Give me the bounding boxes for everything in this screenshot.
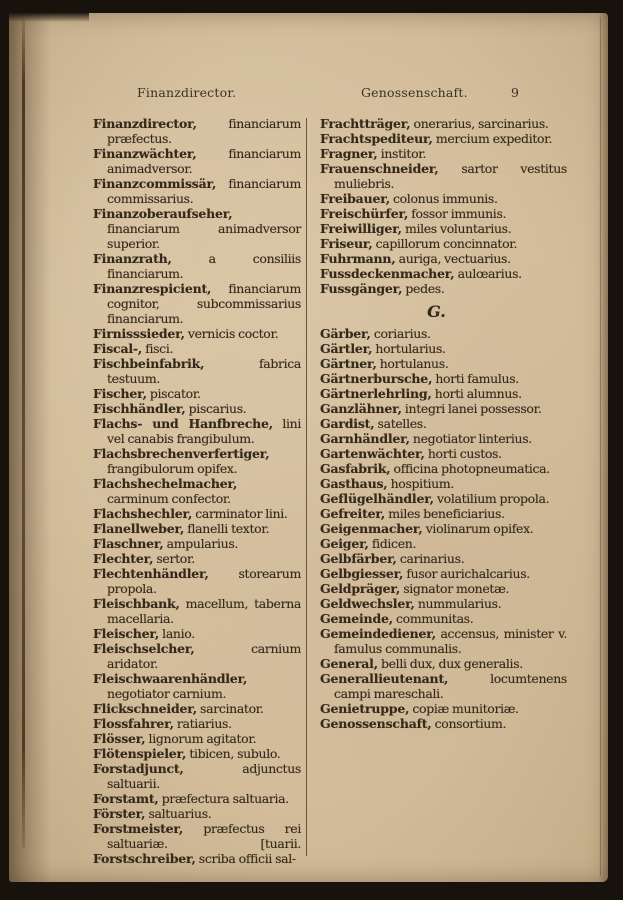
entry-definition: ratiarius. bbox=[176, 716, 232, 731]
entry-catchword: [tuarii. bbox=[260, 836, 301, 851]
entry-term: Fleischwaarenhändler, bbox=[93, 671, 248, 686]
dictionary-entry bbox=[320, 596, 567, 611]
entry-definition: miles voluntarius. bbox=[404, 221, 512, 236]
entry-definition: fisci. bbox=[145, 341, 174, 356]
entry-term: Förster, bbox=[93, 806, 146, 821]
dictionary-entry bbox=[93, 731, 301, 746]
entry-term: Gärtler, bbox=[320, 341, 373, 356]
entry-definition: financiarum præfectus. bbox=[107, 116, 301, 146]
dictionary-entry bbox=[320, 146, 567, 161]
entry-term: Finanzrespicient, bbox=[93, 281, 212, 296]
dictionary-entry bbox=[320, 131, 567, 146]
entry-definition: lini vel canabis frangibulum. bbox=[107, 416, 301, 446]
dictionary-entry bbox=[93, 281, 301, 326]
entry-definition: mercium expeditor. bbox=[435, 131, 553, 146]
entry-definition: officina photopneumatica. bbox=[393, 461, 550, 476]
dictionary-entry bbox=[320, 191, 567, 206]
right-column bbox=[307, 116, 569, 866]
entry-term: Flechter, bbox=[93, 551, 154, 566]
dictionary-entry bbox=[320, 476, 567, 491]
entry-definition: coriarius. bbox=[373, 326, 431, 341]
dictionary-entry bbox=[93, 176, 301, 206]
entry-term: Firnisssieder, bbox=[93, 326, 185, 341]
entry-definition: violinarum opifex. bbox=[425, 521, 534, 536]
entry-term: Fischbeinfabrik, bbox=[93, 356, 205, 371]
dictionary-entry bbox=[93, 671, 301, 701]
dictionary-entry bbox=[93, 536, 301, 551]
entry-term: Fragner, bbox=[320, 146, 378, 161]
entry-definition: storearum propola. bbox=[107, 566, 301, 596]
dictionary-entry bbox=[320, 716, 567, 731]
entry-definition: sertor. bbox=[156, 551, 195, 566]
entry-term: General, bbox=[320, 656, 378, 671]
entry-term: Gärtnerlehrling, bbox=[320, 386, 432, 401]
entry-term: Friseur, bbox=[320, 236, 373, 251]
header-right-keyword: Genossenschaft. bbox=[361, 85, 468, 100]
entry-definition: integri lanei possessor. bbox=[404, 401, 542, 416]
entry-definition: financiarum commissarius. bbox=[107, 176, 301, 206]
entry-definition: hortulanus. bbox=[379, 356, 449, 371]
entry-definition: hospitium. bbox=[390, 476, 454, 491]
entry-term: Gemeinde, bbox=[320, 611, 393, 626]
dictionary-entry bbox=[93, 566, 301, 596]
entry-term: Forstschreiber, bbox=[93, 851, 196, 866]
entry-term: Fischhändler, bbox=[93, 401, 186, 416]
dictionary-entry bbox=[93, 401, 301, 416]
entry-definition: volatilium propola. bbox=[436, 491, 550, 506]
entry-definition: frangibulorum opifex. bbox=[107, 461, 238, 476]
entry-definition: signator monetæ. bbox=[403, 581, 510, 596]
dictionary-entry bbox=[93, 506, 301, 521]
entry-definition: piscarius. bbox=[188, 401, 247, 416]
entry-definition: carminator lini. bbox=[195, 506, 288, 521]
entry-definition: nummularius. bbox=[417, 596, 502, 611]
entry-definition: communitas. bbox=[396, 611, 474, 626]
entry-definition: pedes. bbox=[405, 281, 445, 296]
dictionary-entry bbox=[93, 206, 301, 251]
entry-term: Garnhändler, bbox=[320, 431, 410, 446]
page-content bbox=[85, 85, 577, 866]
entry-definition: sartor vestitus muliebris. bbox=[334, 161, 567, 191]
entry-term: Gefreiter, bbox=[320, 506, 386, 521]
entry-definition: negotiator carnium. bbox=[107, 686, 227, 701]
entry-definition: carminum confector. bbox=[107, 491, 231, 506]
dictionary-entry bbox=[320, 431, 567, 446]
dictionary-entry bbox=[93, 596, 301, 626]
entry-definition: scriba officii sal- bbox=[198, 851, 296, 866]
entry-definition: carinarius. bbox=[399, 551, 465, 566]
entry-term: Gelbfärber, bbox=[320, 551, 397, 566]
section-letter-heading: G. bbox=[427, 302, 446, 321]
dictionary-entry bbox=[320, 341, 567, 356]
dictionary-entry bbox=[93, 791, 301, 806]
entry-definition: sarcinator. bbox=[200, 701, 264, 716]
entry-term: Freischürfer, bbox=[320, 206, 409, 221]
entry-definition: fabrica testuum. bbox=[107, 356, 301, 386]
dictionary-entry bbox=[93, 251, 301, 281]
entry-term: Geldwechsler, bbox=[320, 596, 415, 611]
header-left-keyword: Finanzdirector. bbox=[137, 85, 237, 100]
dictionary-entry bbox=[93, 341, 301, 356]
entry-term: Frachtspediteur, bbox=[320, 131, 433, 146]
entry-term: Finanzcommissär, bbox=[93, 176, 217, 191]
entry-definition: ampularius. bbox=[166, 536, 239, 551]
entry-term: Flachshechler, bbox=[93, 506, 193, 521]
entry-term: Gemeindediener, bbox=[320, 626, 436, 641]
entry-definition: tibicen, subulo. bbox=[189, 746, 281, 761]
dictionary-entry bbox=[93, 146, 301, 176]
entry-definition: hortularius. bbox=[375, 341, 446, 356]
entry-definition: horti famulus. bbox=[435, 371, 519, 386]
dictionary-entry bbox=[320, 521, 567, 536]
entry-term: Flossfahrer, bbox=[93, 716, 174, 731]
entry-term: Geldpräger, bbox=[320, 581, 401, 596]
entry-term: Generallieutenant, bbox=[320, 671, 449, 686]
entry-definition: vernicis coctor. bbox=[187, 326, 279, 341]
dictionary-entry bbox=[320, 551, 567, 566]
dictionary-entry bbox=[320, 386, 567, 401]
entry-term: Freiwilliger, bbox=[320, 221, 402, 236]
entry-term: Fischer, bbox=[93, 386, 147, 401]
entry-definition: a consiliis financiarum. bbox=[107, 251, 301, 281]
entry-definition: fossor immunis. bbox=[411, 206, 507, 221]
entry-definition: lanio. bbox=[162, 626, 195, 641]
entry-definition: colonus immunis. bbox=[392, 191, 498, 206]
entry-definition: lignorum agitator. bbox=[148, 731, 257, 746]
dictionary-entry bbox=[320, 491, 567, 506]
entry-definition: satelles. bbox=[377, 416, 427, 431]
entry-definition: onerarius, sarcinarius. bbox=[413, 116, 549, 131]
entry-term: Gärtnerbursche, bbox=[320, 371, 433, 386]
entry-term: Finanzoberaufseher, bbox=[93, 206, 233, 221]
entry-definition: consortium. bbox=[434, 716, 507, 731]
dictionary-entry bbox=[320, 206, 567, 221]
entry-definition: præfectus rei saltuariæ. bbox=[107, 821, 301, 851]
entry-definition: belli dux, dux generalis. bbox=[380, 656, 523, 671]
dictionary-entry bbox=[93, 446, 301, 476]
dictionary-entry bbox=[320, 236, 567, 251]
dictionary-entry bbox=[320, 281, 567, 296]
dictionary-entry bbox=[320, 536, 567, 551]
page-stack-edge bbox=[600, 17, 601, 876]
binding-top-shadow bbox=[9, 13, 89, 22]
dictionary-entry bbox=[93, 551, 301, 566]
dictionary-entry bbox=[320, 161, 567, 191]
entry-term: Gasthaus, bbox=[320, 476, 388, 491]
entry-term: Forstmeister, bbox=[93, 821, 184, 836]
dictionary-entry bbox=[93, 746, 301, 761]
dictionary-entry bbox=[93, 476, 301, 506]
entry-term: Fleischbank, bbox=[93, 596, 180, 611]
entry-term: Gärber, bbox=[320, 326, 371, 341]
entry-definition: præfectura saltuaria. bbox=[161, 791, 289, 806]
entry-definition: fidicen. bbox=[371, 536, 417, 551]
entry-term: Finanzdirector, bbox=[93, 116, 197, 131]
entry-definition: piscator. bbox=[149, 386, 201, 401]
entry-definition: fusor aurichalcarius. bbox=[406, 566, 530, 581]
entry-term: Fleischselcher, bbox=[93, 641, 195, 656]
dictionary-entry bbox=[320, 581, 567, 596]
entry-definition: horti alumnus. bbox=[434, 386, 522, 401]
entry-term: Fussgänger, bbox=[320, 281, 403, 296]
entry-term: Fussdeckenmacher, bbox=[320, 266, 455, 281]
entry-definition: adjunctus saltuarii. bbox=[107, 761, 301, 791]
dictionary-entry bbox=[320, 116, 567, 131]
entry-term: Geiger, bbox=[320, 536, 369, 551]
dictionary-entry bbox=[93, 356, 301, 386]
entry-definition: aulœarius. bbox=[457, 266, 522, 281]
dictionary-entry bbox=[320, 446, 567, 461]
entry-term: Geflügelhändler, bbox=[320, 491, 434, 506]
entry-term: Flachs- und Hanfbreche, bbox=[93, 416, 273, 431]
entry-term: Frauenschneider, bbox=[320, 161, 439, 176]
dictionary-entry bbox=[320, 701, 567, 716]
entry-term: Flösser, bbox=[93, 731, 146, 746]
entry-definition: horti custos. bbox=[427, 446, 502, 461]
entry-term: Frachtträger, bbox=[320, 116, 411, 131]
entry-term: Flachsbrechenverfertiger, bbox=[93, 446, 270, 461]
book-page bbox=[9, 13, 608, 882]
dictionary-entry bbox=[93, 851, 301, 866]
entry-term: Finanzwächter, bbox=[93, 146, 197, 161]
entry-definition: saltuarius. bbox=[148, 806, 212, 821]
dictionary-entry bbox=[320, 401, 567, 416]
dictionary-entry bbox=[93, 521, 301, 536]
dictionary-entry bbox=[93, 326, 301, 341]
entry-definition: accensus, minister v. famulus communalis. bbox=[334, 626, 567, 656]
entry-definition: institor. bbox=[380, 146, 427, 161]
left-column bbox=[85, 116, 306, 866]
dictionary-entry bbox=[93, 641, 301, 671]
dictionary-entry bbox=[93, 386, 301, 401]
entry-definition: carnium aridator. bbox=[107, 641, 301, 671]
dictionary-entry bbox=[320, 221, 567, 236]
entry-term: Genietruppe, bbox=[320, 701, 410, 716]
dictionary-entry bbox=[320, 416, 567, 431]
entry-term: Fleischer, bbox=[93, 626, 160, 641]
dictionary-entry bbox=[320, 371, 567, 386]
entry-term: Gelbgiesser, bbox=[320, 566, 404, 581]
running-header bbox=[85, 85, 577, 105]
entry-term: Geigenmacher, bbox=[320, 521, 423, 536]
entry-term: Flanellweber, bbox=[93, 521, 185, 536]
entry-definition: negotiator linterius. bbox=[412, 431, 532, 446]
entry-term: Gärtner, bbox=[320, 356, 377, 371]
dictionary-entry bbox=[320, 326, 567, 341]
entry-definition: capillorum concinnator. bbox=[375, 236, 518, 251]
entry-term: Gartenwächter, bbox=[320, 446, 425, 461]
entry-term: Freibauer, bbox=[320, 191, 390, 206]
entry-term: Forstamt, bbox=[93, 791, 159, 806]
dictionary-entry bbox=[320, 671, 567, 701]
entry-term: Flickschneider, bbox=[93, 701, 197, 716]
dictionary-entry bbox=[93, 701, 301, 716]
entry-definition: macellum, taberna macellaria. bbox=[107, 596, 301, 626]
entry-definition: locumtenens campi mareschali. bbox=[334, 671, 567, 701]
entry-term: Fuhrmann, bbox=[320, 251, 396, 266]
entry-term: Finanzrath, bbox=[93, 251, 172, 266]
dictionary-entry bbox=[93, 806, 301, 821]
dictionary-entry bbox=[320, 566, 567, 581]
entry-definition: financiarum animadversor. bbox=[107, 146, 301, 176]
entry-definition: miles beneficiarius. bbox=[388, 506, 505, 521]
dictionary-entry bbox=[320, 626, 567, 656]
dictionary-entry bbox=[320, 611, 567, 626]
entry-definition: financiarum animadversor superior. bbox=[107, 221, 301, 251]
dictionary-entry bbox=[320, 356, 567, 371]
entry-definition: financiarum cognitor, subcommissarius financiarum. bbox=[107, 281, 301, 326]
dictionary-entry bbox=[320, 251, 567, 266]
dictionary-entry bbox=[320, 506, 567, 521]
entry-term: Flachshechelmacher, bbox=[93, 476, 238, 491]
entry-term: Ganzlähner, bbox=[320, 401, 402, 416]
entry-term: Forstadjunct, bbox=[93, 761, 184, 776]
dictionary-entry bbox=[320, 656, 567, 671]
text-columns bbox=[85, 116, 577, 866]
page-gutter-crease bbox=[22, 19, 25, 848]
entry-term: Flötenspieler, bbox=[93, 746, 187, 761]
entry-term: Fiscal-, bbox=[93, 341, 143, 356]
dictionary-entry bbox=[93, 416, 301, 446]
entry-term: Gasfabrik, bbox=[320, 461, 391, 476]
entry-term: Flechtenhändler, bbox=[93, 566, 209, 581]
entry-term: Gardist, bbox=[320, 416, 375, 431]
dictionary-entry bbox=[320, 266, 567, 281]
dictionary-entry bbox=[320, 461, 567, 476]
dictionary-entry bbox=[93, 116, 301, 146]
entry-definition: copiæ munitoriæ. bbox=[412, 701, 519, 716]
page-number: 9 bbox=[511, 85, 520, 100]
entry-term: Genossenschaft, bbox=[320, 716, 432, 731]
entry-definition: flanelli textor. bbox=[187, 521, 270, 536]
dictionary-entry bbox=[93, 821, 301, 851]
dictionary-entry bbox=[93, 716, 301, 731]
dictionary-entry bbox=[93, 761, 301, 791]
dictionary-entry bbox=[93, 626, 301, 641]
entry-term: Flaschner, bbox=[93, 536, 164, 551]
entry-definition: auriga, vectuarius. bbox=[398, 251, 511, 266]
